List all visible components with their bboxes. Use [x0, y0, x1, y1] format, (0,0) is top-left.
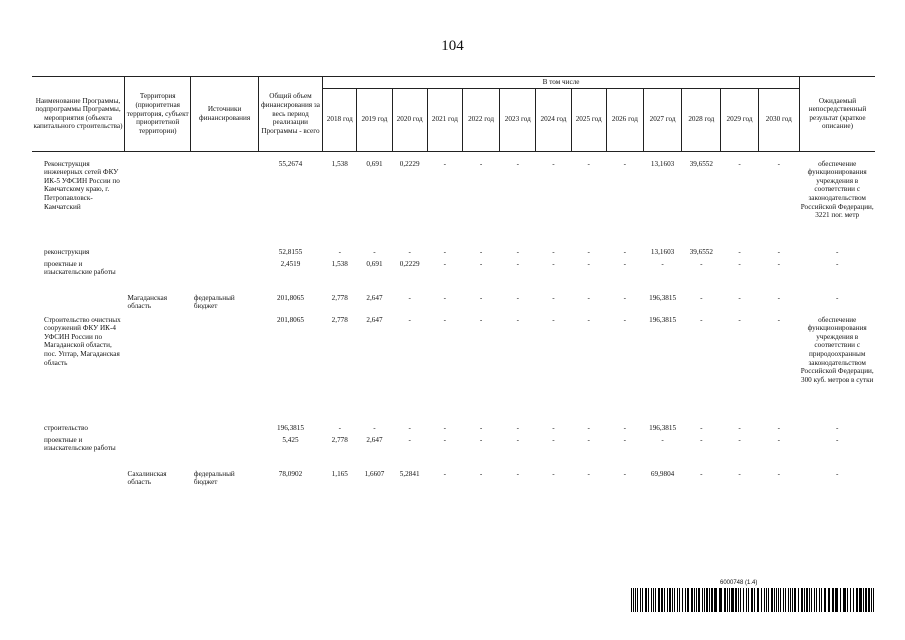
cell-year-value: - — [623, 247, 627, 256]
cell-year-value: - — [338, 423, 341, 432]
cell-result: - — [836, 435, 839, 444]
cell-year-value: - — [552, 469, 555, 478]
cell-territory — [125, 436, 191, 470]
cell-year-value: - — [408, 247, 411, 256]
header-year: 2027 год — [643, 88, 681, 151]
table-row — [32, 436, 875, 470]
cell-year-value: - — [338, 247, 341, 256]
cell-source: федеральный бюджет — [193, 293, 235, 311]
table-row — [32, 260, 875, 294]
cell-year-value: - — [408, 293, 411, 302]
cell-year-value: - — [623, 259, 627, 268]
cell-year-value: - — [623, 423, 627, 432]
cell-total: 196,3815 — [277, 423, 304, 432]
cell-year-value: - — [777, 247, 780, 256]
cell-year-value: - — [777, 435, 780, 444]
cell-total: 2,4519 — [280, 259, 301, 268]
cell-year-value: - — [700, 293, 703, 302]
cell-source — [191, 160, 258, 248]
cell-year-value: - — [587, 435, 590, 444]
header-year: 2024 год — [536, 88, 571, 151]
cell-year-value: 0,691 — [366, 259, 383, 268]
header-total: Общий объем финансирования за весь период реализации Программы - всего — [258, 77, 322, 152]
cell-year-value: - — [587, 315, 590, 324]
cell-year-value: - — [408, 315, 411, 324]
cell-year-value: - — [587, 469, 590, 478]
cell-year-value: - — [479, 315, 483, 324]
cell-result: обеспечение функционирования учреждения в соответствии с природоохранным законодательством Российской Федерации, 300 куб. метров в сутки — [800, 315, 874, 384]
cell-year-value: - — [479, 159, 483, 168]
cell-year-value: - — [623, 469, 627, 478]
cell-year-value: - — [408, 423, 411, 432]
cell-total: 52,8155 — [278, 247, 303, 256]
cell-year-value: 39,6552 — [689, 159, 713, 168]
cell-year-value: - — [587, 293, 590, 302]
cell-year-value: 2,647 — [366, 435, 383, 444]
cell-territory — [125, 248, 191, 260]
header-year: 2020 год — [392, 88, 427, 151]
cell-total: 55,2674 — [278, 159, 303, 168]
cell-year-value: - — [552, 315, 555, 324]
cell-year-value: - — [738, 469, 741, 478]
table-row — [32, 294, 875, 316]
cell-year-value: - — [700, 435, 703, 444]
cell-year-value: 1,538 — [331, 259, 348, 268]
cell-year-value: 1,165 — [331, 469, 348, 478]
cell-name: Реконструкция инженерных сетей ФКУ ИК-5 УФСИН России по Камчатскому краю, г. Петропавловск-Камчатский — [44, 159, 120, 211]
cell-name: проектные и изыскательские работы — [44, 435, 116, 453]
cell-year-value: - — [479, 423, 483, 432]
table-row — [32, 248, 875, 260]
table-row — [32, 316, 875, 424]
cell-year-value: - — [516, 159, 519, 168]
cell-year-value: - — [552, 293, 555, 302]
header-year: 2022 год — [462, 88, 499, 151]
cell-territory — [125, 260, 191, 294]
header-year: 2030 год — [758, 88, 799, 151]
cell-year-value: - — [516, 293, 519, 302]
cell-territory: Сахалинская область — [127, 469, 167, 487]
header-year: 2026 год — [606, 88, 643, 151]
table-row — [32, 424, 875, 436]
cell-source — [191, 260, 258, 294]
cell-year-value: - — [552, 247, 555, 256]
financing-table — [32, 76, 875, 492]
header-year: 2028 год — [682, 88, 721, 151]
cell-year-value: - — [587, 423, 590, 432]
cell-year-value: - — [777, 293, 780, 302]
cell-territory — [125, 424, 191, 436]
cell-year-value: 2,647 — [366, 315, 383, 324]
cell-year-value: - — [516, 259, 519, 268]
cell-year-value: 196,3815 — [649, 293, 677, 302]
cell-year-value: - — [373, 247, 376, 256]
cell-name: строительство — [44, 423, 88, 432]
cell-year-value: - — [479, 247, 483, 256]
cell-year-value: 13,1603 — [650, 247, 675, 256]
page-number: 104 — [441, 38, 464, 54]
cell-total: 201,8065 — [277, 293, 304, 302]
cell-result: - — [836, 293, 839, 302]
cell-year-value: 0,691 — [366, 159, 383, 168]
cell-year-value: 5,2841 — [399, 469, 420, 478]
cell-year-value: - — [623, 159, 627, 168]
cell-total: 78,0902 — [278, 469, 303, 478]
cell-year-value: - — [479, 469, 483, 478]
cell-year-value: 2,778 — [331, 435, 348, 444]
cell-name: Строительство очистных сооружений ФКУ ИК-4 УФСИН России по Магаданской области, пос. Уптар, Магаданская область — [44, 315, 121, 367]
financing-table-container — [32, 76, 875, 492]
cell-year-value: 39,6552 — [689, 247, 713, 256]
cell-year-value: 0,2229 — [399, 159, 420, 168]
cell-year-value: - — [443, 423, 447, 432]
cell-year-value: - — [623, 435, 627, 444]
header-year: 2025 год — [571, 88, 606, 151]
cell-year-value: 0,2229 — [399, 259, 420, 268]
cell-year-value: 196,3815 — [649, 423, 677, 432]
cell-year-value: - — [479, 435, 483, 444]
cell-year-value: - — [738, 259, 741, 268]
cell-year-value: - — [443, 159, 447, 168]
cell-source — [191, 316, 258, 424]
cell-year-value: - — [661, 259, 664, 268]
cell-year-value: - — [443, 293, 447, 302]
cell-year-value: - — [700, 423, 703, 432]
cell-year-value: - — [552, 423, 555, 432]
cell-territory — [125, 160, 191, 248]
cell-year-value: - — [623, 293, 627, 302]
cell-year-value: - — [777, 469, 780, 478]
cell-year-value: 2,778 — [331, 315, 348, 324]
cell-total: 201,8065 — [277, 315, 304, 324]
cell-year-value: 2,647 — [366, 293, 383, 302]
table-header — [32, 77, 875, 152]
cell-territory — [125, 316, 191, 424]
cell-result: - — [836, 423, 839, 432]
cell-year-value: - — [443, 469, 447, 478]
cell-year-value: 196,3815 — [649, 315, 677, 324]
cell-year-value: - — [738, 423, 741, 432]
cell-source: федеральный бюджет — [193, 469, 235, 487]
cell-year-value: 1,538 — [331, 159, 348, 168]
header-name: Наименование Программы, подпрограммы Программы, мероприятия (объекта капитального строительства) — [32, 77, 125, 152]
cell-year-value: - — [373, 423, 376, 432]
cell-total: 5,425 — [282, 435, 299, 444]
cell-year-value: - — [443, 247, 447, 256]
cell-year-value: - — [587, 159, 590, 168]
header-source: Источники финансирования — [191, 77, 258, 152]
header-including: В том числе — [323, 77, 800, 89]
cell-year-value: - — [777, 423, 780, 432]
cell-year-value: - — [516, 469, 519, 478]
cell-year-value: - — [738, 247, 741, 256]
cell-result: - — [836, 247, 839, 256]
cell-year-value: - — [738, 159, 741, 168]
cell-year-value: - — [516, 315, 519, 324]
cell-name — [32, 294, 125, 316]
cell-year-value: - — [516, 435, 519, 444]
barcode-label: 6000748 (1.4) — [720, 580, 758, 586]
cell-year-value: - — [777, 259, 780, 268]
cell-year-value: 1,6607 — [364, 469, 385, 478]
table-row — [32, 160, 875, 248]
cell-result: - — [836, 259, 839, 268]
cell-source — [191, 436, 258, 470]
cell-territory: Магаданская область — [127, 293, 168, 311]
cell-year-value: 13,1603 — [650, 159, 675, 168]
cell-year-value: - — [552, 435, 555, 444]
cell-year-value: - — [738, 435, 741, 444]
cell-year-value: - — [661, 435, 664, 444]
cell-year-value: - — [587, 247, 590, 256]
cell-year-value: - — [479, 293, 483, 302]
barcode-image — [631, 588, 876, 612]
cell-year-value: - — [777, 315, 780, 324]
cell-year-value: - — [479, 259, 483, 268]
header-territory: Территория (приоритетная территория, субъект приоритетной территории) — [125, 77, 191, 152]
cell-year-value: - — [777, 159, 780, 168]
header-result: Ожидаемый непосредственный результат (краткое описание) — [799, 77, 875, 152]
cell-year-value: 69,9804 — [650, 469, 675, 478]
cell-year-value: - — [738, 315, 741, 324]
cell-result: обеспечение функционирования учреждения в соответствии с законодательством Российской Федерации, 3221 пог. метр — [800, 159, 874, 220]
cell-year-value: - — [700, 469, 703, 478]
cell-year-value: - — [587, 259, 590, 268]
cell-name — [32, 470, 125, 492]
table-body — [32, 151, 875, 492]
cell-year-value: 2,778 — [331, 293, 348, 302]
header-year: 2019 год — [357, 88, 392, 151]
cell-year-value: - — [552, 159, 555, 168]
cell-year-value: - — [516, 423, 519, 432]
header-year: 2021 год — [427, 88, 462, 151]
table-row — [32, 470, 875, 492]
header-year: 2018 год — [323, 88, 357, 151]
cell-source — [191, 248, 258, 260]
cell-year-value: - — [552, 259, 555, 268]
cell-year-value: - — [408, 435, 411, 444]
cell-year-value: - — [700, 259, 703, 268]
header-year: 2023 год — [500, 88, 536, 151]
cell-year-value: - — [443, 435, 447, 444]
cell-name: проектные и изыскательские работы — [44, 259, 116, 277]
cell-year-value: - — [700, 315, 703, 324]
cell-name: реконструкция — [44, 247, 90, 256]
cell-year-value: - — [443, 259, 447, 268]
cell-result: - — [836, 469, 839, 478]
cell-year-value: - — [443, 315, 447, 324]
header-year: 2029 год — [721, 88, 758, 151]
cell-year-value: - — [738, 293, 741, 302]
cell-year-value: - — [623, 315, 627, 324]
cell-source — [191, 424, 258, 436]
cell-year-value: - — [516, 247, 519, 256]
